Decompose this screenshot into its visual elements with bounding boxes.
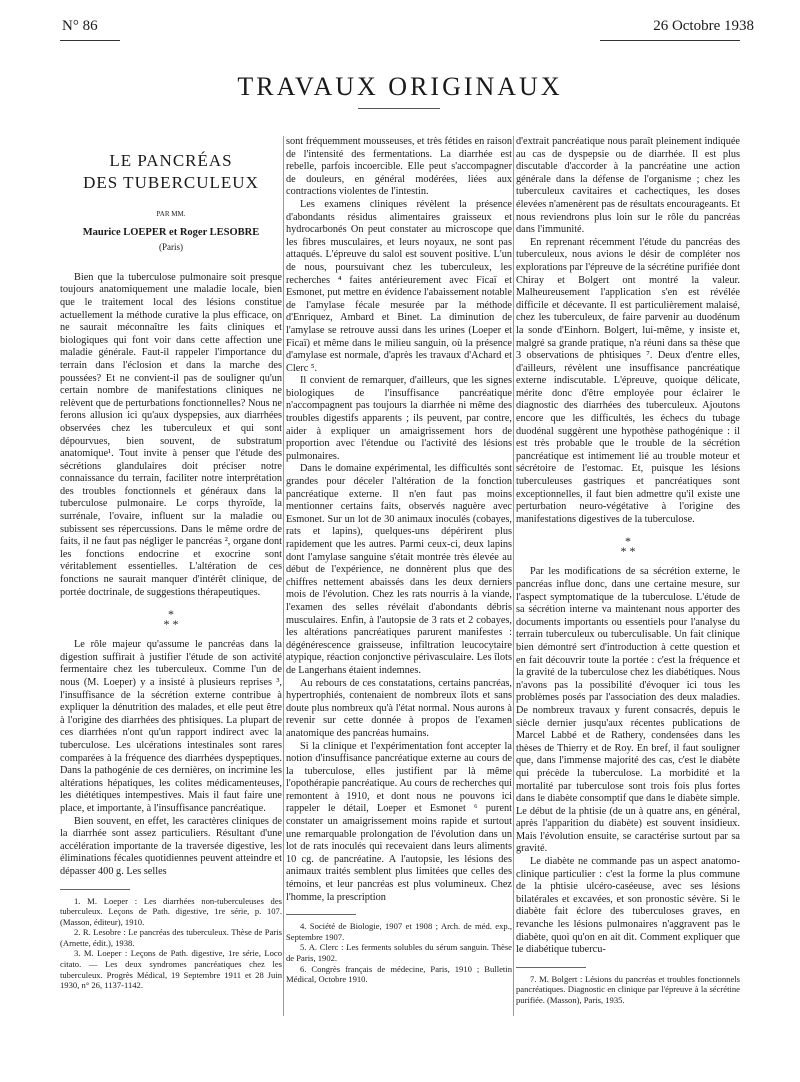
section-rule: [358, 108, 440, 109]
footnote: 6. Congrès français de médecine, Paris, 1910 ; Bulletin Médical, Octobre 1910.: [286, 963, 512, 985]
paragraph: Bien souvent, en effet, les caractères cliniques de la diarrhée sont assez particuliers. Résultant d'une accélération importante de la traversée digestive, les éliminations fécales quotidiennes peuvent atteindre et dépasser 400 g. Les selles: [60, 815, 282, 877]
footnote-rule: [516, 967, 586, 968]
footnote: 5. A. Clerc : Les ferments solubles du sérum sanguin. Thèse de Paris, 1902.: [286, 942, 512, 963]
header-rule-right: [600, 40, 740, 41]
paragraph: Les examens cliniques révèlent la présence d'abondants résidus alimentaires graisseux et hydrocarbonés On peut constater au microscope que les fibres musculaires, et leurs noyaux, ne sont pas attaqués. L'épreuve du salol est souvent positive. L'un de nous, poursuivant chez les tuberculeux, les recherches ⁴ faites antérieurement avec Ficaï et Esmonet, put mettre en évidence l'abaissement notable de l'amylase fécale mesurée par la méthode d'Enriquez, Ambard et Binet. La diminution de l'amylase se retrouve aussi dans les urines (Loeper et Ficaï) et même dans le milieu sanguin, où la présence d'amylase est normale, d'après les travaux d'Achard et Clerc ⁵.: [286, 198, 512, 374]
footnote: 3. M. Loeper : Leçons de Path. digestive, 1re série, Loco citato. — Les deux syndromes pancréatiques chez les tuberculeux. Progrès Médical, 19 Septembre 1911 et 28 Juin 1930, n° 26, 1137-1142.: [60, 948, 282, 991]
column-divider: [513, 136, 514, 1016]
issue-number: N° 86: [62, 18, 98, 34]
article-title: [60, 150, 282, 194]
footnote: 4. Société de Biologie, 1907 et 1908 ; Arch. de méd. exp., Septembre 1907.: [286, 921, 512, 942]
paragraph: Si la clinique et l'expérimentation font accepter la notion d'insuffisance pancréatique externe au cours de la tuberculose, elles justifient par là même l'opothérapie pancréatique. Au cours de recherches qui remontent à 1910, et dont nous ne pouvons ici rappeler le détail, Loeper et Esmonet ⁶ purent constater un amaigrissement moins rapide et surtout une remarquable prolongation de l'évolution dans un lot de rats inoculés qui recevaient dans leurs aliments 10 cg. de pancréatine. A l'autopsie, les lésions des animaux traités semblent plus limitées que celles des témoins, et leur pancréas est plus volumineux. Chez l'homme, la prescription: [286, 740, 512, 903]
section-title: TRAVAUX ORIGINAUX: [237, 72, 563, 101]
column-3: [516, 136, 740, 1006]
title-line: DES TUBERCULEUX: [83, 173, 259, 192]
header-rule-left: [60, 40, 120, 41]
author-place: (Paris): [159, 242, 183, 253]
paragraph: sont fréquemment mousseuses, et très fétides en raison de l'intensité des fermentations. La diarrhée est rebelle, parfois incoercible. Elle peut s'accompagner de douleurs, en général modérées, liées aux contractions violentes de l'intestin.: [286, 136, 512, 198]
paragraph: Le diabète ne commande pas un aspect anatomo-clinique particulier : c'est la forme la plus commune de la phtisie ulcéro-caséeuse, avec ses lésions bilatérales et excavées, et son pronostic sévère. Si le diabète fait éclore des tuberculoses graves, en revanche les lésions pulmonaires n'aggravent pas le diabète, quoi qu'on en ait dit. Comment expliquer que le diabétique tubercu-: [516, 856, 740, 956]
footnote: 7. M. Bolgert : Lésions du pancréas et troubles fonctionnels pancréatiques. Diagnostic en clinique par l'épreuve à la sécrétine purifiée. (Masson), Paris, 1935.: [516, 973, 740, 1005]
paragraph: Dans le domaine expérimental, les difficultés sont grandes pour déceler l'altération de la fonction pancréatique externe. Il n'en faut pas moins mentionner certains faits, observés naguère avec Esmonet. Sur un lot de 30 animaux inoculés (cobayes, rats et lapins), quelques-uns dépérirent plus rapidement que les autres. Parmi ceux-ci, deux lapins dont l'amylase sanguine s'était montrée très élevée au début de l'expérience, ne donnèrent plus que des chiffres nettement abaissés dans les deux derniers mois de l'évolution. Chez les rats nourris à la viande, l'examen des selles révélait d'abondants débris musculaires. Enfin, à l'autopsie de 3 rats et 2 cobayes, les altérations pancréatiques parurent manifestes : dégénérescence graisseuse, infiltration leucocytaire atypique, réaction conjonctive périvasculaire. Les îlots de Langerhans étaient indemnes.: [286, 463, 512, 676]
paragraph: Bien que la tuberculose pulmonaire soit presque toujours anatomiquement une maladie locale, bien que le traitement local des lésions constitue actuellement la méthode curative la plus efficace, on ne saurait méconnaître les faits cliniques et biologiques qui font voir dans cette affection une maladie générale. Faut-il rappeler l'importance du terrain dans l'éclosion et dans la marche des poussées? Et ne convient-il pas de souligner qu'un certain nombre de manifestations cliniques ne relèvent que de perturbations fonctionnelles? Nous ne ferons allusion ici qu'aux dyspepsies, aux diarrhées observées chez les tuberculeux et qui sont dépourvues, bien souvent, de substratum anatomique¹. Tout invite à penser que l'étude des sécrétions glandulaires doit préciser notre connaissance du terrain, faciliter notre interprétation des troubles fonctionnels et généraux dans la tuberculose pulmonaire. Le corps thyroïde, la surrénale, l'ovaire, influent sur la maladie ou subissent ses répercussions. Dans le même ordre de faits, il ne faut pas négliger le pancréas ², organe dont les fonctions endocrine et exocrine sont véritablement essentielles. L'altération de ces fonctions ne saurait manquer d'intérêt clinique, de portée doctrinale, de suggestions thérapeutiques.: [60, 271, 282, 598]
footnote-rule: [286, 914, 356, 915]
footnote-rule: [60, 889, 130, 890]
paragraph: Par les modifications de sa sécrétion externe, le pancréas influe donc, dans une certaine mesure, sur l'aspect symptomatique de la tuberculose. L'étude de sa sécrétion interne va maintenant nous apporter des documents importants ou essentiels pour l'analyse du terrain tuberculeux ou tuberculisable. Un fait clinique bien démontré sert d'introduction à cette question et en fait découvrir toute la portée : c'est la fréquence et la gravité de la tuberculose chez les diabétiques. Nous n'avons pas la possibilité d'évoquer ici tous les problèmes posés par l'association des deux maladies. De nombreux travaux y furent consacrés, depuis le siècle dernier jusqu'aux récentes publications de Marcel Labbé et de Rathery, condensées dans les thèses de Thierry et de Roy. En bref, il faut souligner que, dans l'immense majorité des cas, c'est le diabète qui précède la tuberculose. La morbidité et la mortalité par tuberculose sont trois fois plus fortes dans le diabète consomptif que dans le diabète simple. Le début de la phtisie (de un à quatre ans, en général, après l'apparition du diabète) est souvent insidieux. Mais l'évolution ensuite, se caractérise surtout par sa gravité.: [516, 566, 740, 855]
footnote: 2. R. Lesobre : Le pancréas des tuberculeux. Thèse de Paris (Arnette, édit.), 1938.: [60, 927, 282, 948]
paragraph: En reprenant récemment l'étude du pancréas des tuberculeux, nous avions le désir de compléter nos explorations par l'épreuve de la sécrétine purifiée dont Chiray et Bolgert ont montré la valeur. Malheureusement l'application s'en est révélée difficile et décevante. Il est particulièrement malaisé, chez les tuberculeux, de faire parvenir au duodénum la sonde d'Einhorn. Bolgert, lui-même, y insiste et, malgré sa grande pratique, n'a réuni dans sa thèse que 3 observations de phtisiques ⁷. Deux d'entre elles, d'ailleurs, révèlent une insuffisance pancréatique externe indiscutable. L'épreuve, quoique délicate, mérite donc d'être employée pour éclairer le diagnostic des diarrhées des tuberculeux. Ajoutons encore que les difficultés, les échecs du tubage duodénal suggèrent une hypothèse pathogénique : il est très probable que le trouble de la sécrétion pancréatique est intimement lié au trouble moteur et sécrétoire de l'estomac. Et, puisque les lésions tuberculeuses gastriques et pancréatiques sont exceptionnelles, il faut bien admettre qu'il existe une perturbation neuro-végétative à l'origine des manifestations digestives de la tuberculose.: [516, 236, 740, 525]
paragraph: Au rebours de ces constatations, certains pancréas, hypertrophiés, contenaient de nombreux îlots et sans doute plus nombreux qu'à l'état normal. Nous aurons à revenir sur cette donnée à propos de l'examen anatomique des pancréas humains.: [286, 677, 512, 739]
paragraph: Le rôle majeur qu'assume le pancréas dans la digestion suffirait à justifier l'étude de son activité fermentaire chez les tuberculeux. Comme l'un de nous (M. Loeper) y a insisté à plusieurs reprises ³, l'insuffisance de la sécrétion externe contribue à expliquer la dénutrition des malades, et elle peut être à l'origine des diarrhées des phtisiques. La plupart de ces diarrhées n'ont qu'un rapport indirect avec la tuberculose. Les ulcérations intestinales sont rares comparées à la fréquence des diarrhées dyspeptiques. Dans la pathogénie de ces dernières, on incrimine les altérations hépatiques, les colites médicamenteuses, les diététiques intempestives. Mais il faut faire une place, et importante, à l'insuffisance pancréatique.: [60, 639, 282, 814]
title-line: LE PANCRÉAS: [109, 151, 233, 170]
section-separator: * * *: [620, 534, 636, 559]
column-1: [60, 136, 282, 991]
section-separator: * * *: [163, 607, 179, 632]
column-2: [286, 136, 512, 985]
paragraph: Il convient de remarquer, d'ailleurs, que les signes biologiques de l'insuffisance pancréatique n'accompagnent pas toujours la diarrhée ni même des troubles digestifs apparents ; ils peuvent, par contre, aider à expliquer un amaigrissement hors de proportion avec l'étendue ou l'activité des lésions pulmonaires.: [286, 375, 512, 462]
byline-par: PAR MM.: [156, 210, 186, 218]
footnote: 1. M. Loeper : Les diarrhées non-tuberculeuses des tuberculeux. Leçons de Path. digestive, 1re série, p. 107. (Masson, éditeur), 1910.: [60, 895, 282, 927]
issue-date: 26 Octobre 1938: [653, 18, 754, 34]
column-divider: [283, 136, 284, 1016]
paragraph: d'extrait pancréatique nous paraît pleinement indiquée au cas de dyspepsie ou de diarrhée. Il est plus discutable d'accorder à la pancréatine une action générale dans la défense de l'organisme ; chez les tuberculeux cavitaires et cachectiques, les doses élevées n'amenèrent pas de résultats encourageants. Et nous reviendrons plus loin sur le rôle du pancréas dans l'immunité.: [516, 136, 740, 236]
authors: Maurice LOEPER et Roger LESOBRE: [82, 226, 260, 238]
